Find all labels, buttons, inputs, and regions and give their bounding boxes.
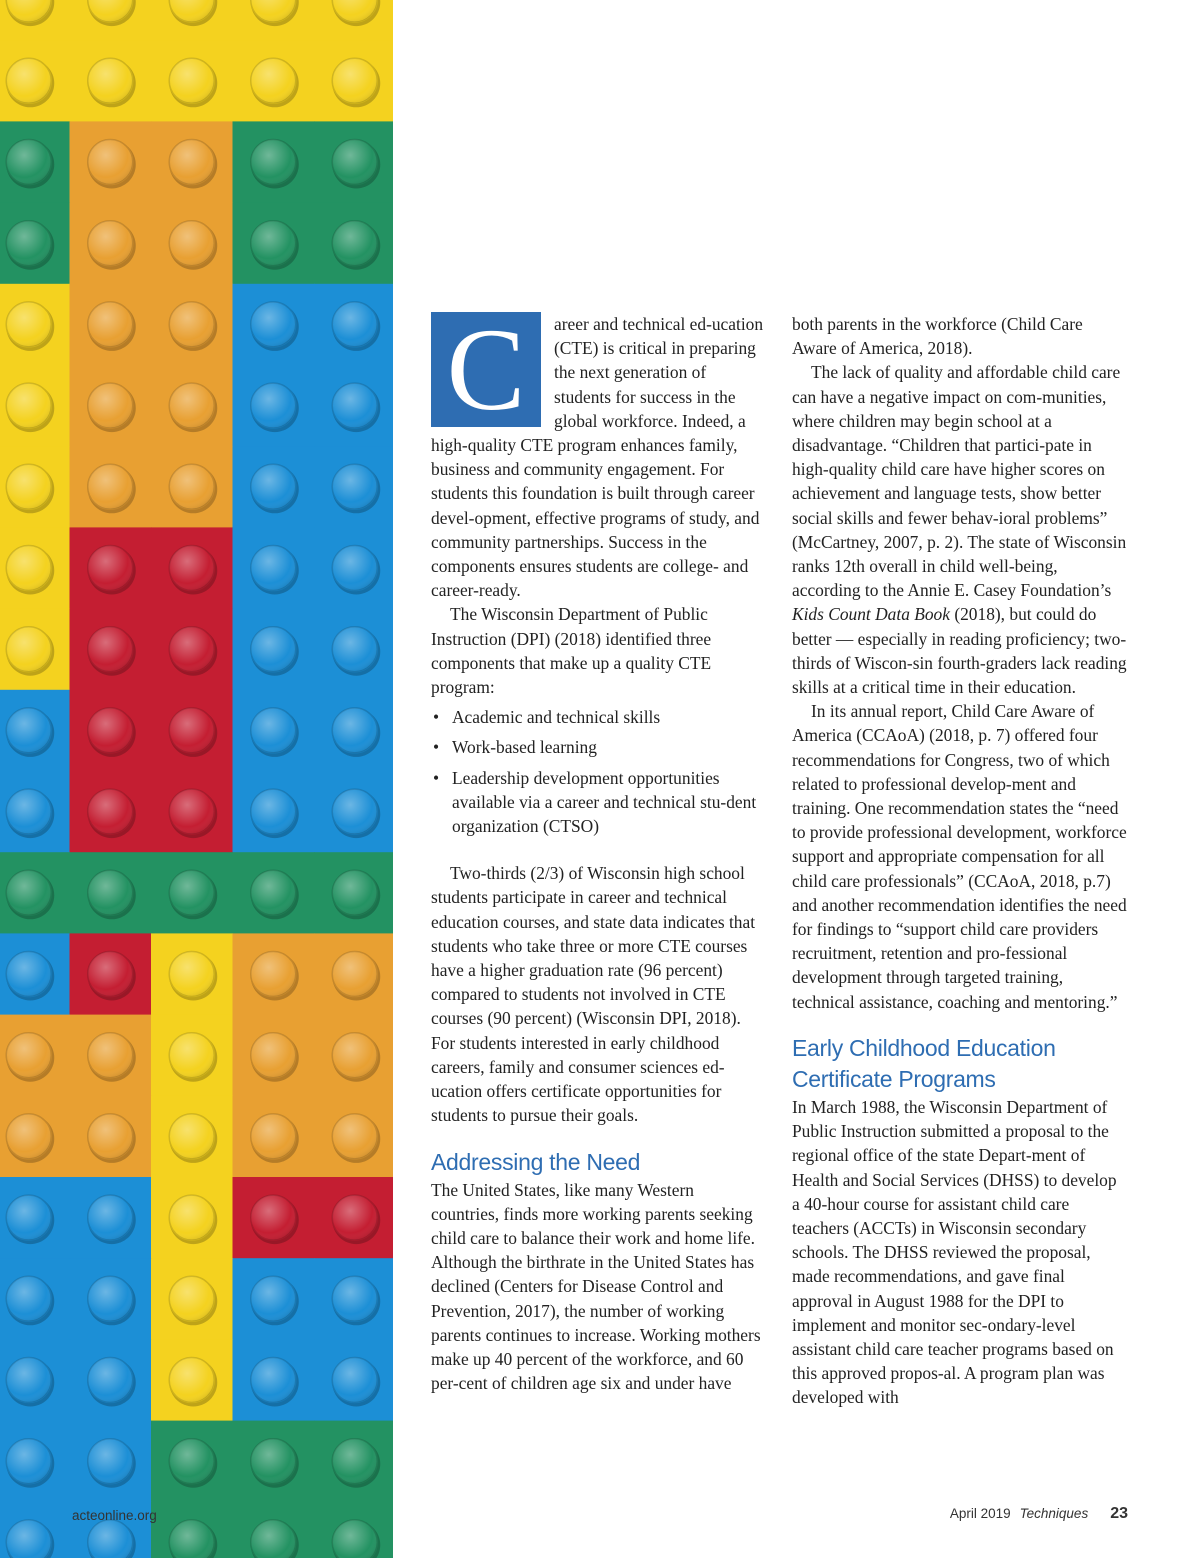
stud-highlight xyxy=(88,546,133,591)
quality-text-before: The lack of quality and affordable child care can have a negative impact on com-munities, where children may begin school at a disadvantage. “Children that partici-pate in high-quality child care have higher scores on achievement and language tests, show better social skills and fewer behav-ioral problems” (McCartney, 2007, p. 2). The state of Wisconsin ranks 12th overall in child well-being, according to the Annie E. Casey Foundation’s xyxy=(792,362,1127,601)
stud-highlight xyxy=(169,302,214,347)
stud-highlight xyxy=(169,952,214,997)
lego-bricks-background xyxy=(0,0,393,1558)
footer-date: April 2019 xyxy=(949,1506,1011,1521)
stud-highlight xyxy=(6,1114,51,1159)
graduation-paragraph: Two-thirds (2/3) of Wisconsin high school students participate in career and technical education courses, and state data indicates that students who take three or more CTE courses have a higher graduation rate (96 percent) compared to students not involved in CTE courses (90 percent) (Wisconsin DPI, 2018). For students interested in early childhood careers, family and consumer sciences ed-ucation offers certificate opportunities for students to pursue their goals. xyxy=(431,863,756,1126)
stud-highlight xyxy=(251,464,296,509)
intro-paragraph: areer and technical ed-ucation (CTE) is critical in preparing the next generation of students for success in the global workforce. Indeed, a high-quality CTE program enhances family, business and community engagement. For students this foundation is built through career devel-opment, effective programs of study, and community partnerships. Success in the components ensures students are college- and career-ready. xyxy=(431,314,764,601)
stud-highlight xyxy=(332,58,377,103)
heading-addressing-the-need: Addressing the Need xyxy=(431,1148,641,1175)
list-item: • Work-based learning xyxy=(431,735,766,759)
stud-highlight xyxy=(251,302,296,347)
stud-highlight xyxy=(251,1195,296,1240)
stud-highlight xyxy=(251,870,296,915)
stud-highlight xyxy=(169,1033,214,1078)
stud-highlight xyxy=(251,1033,296,1078)
continued-paragraph: both parents in the workforce (Child Care Aware of America, 2018). xyxy=(792,314,1083,359)
stud-highlight xyxy=(332,870,377,915)
stud-highlight xyxy=(332,708,377,753)
dropcap-letter: C xyxy=(446,304,526,435)
stud-highlight xyxy=(6,221,51,266)
stud-highlight xyxy=(169,627,214,672)
stud-highlight xyxy=(332,464,377,509)
stud-highlight xyxy=(332,1033,377,1078)
stud-highlight xyxy=(169,221,214,266)
quality-care-paragraph xyxy=(792,360,1128,699)
stud-highlight xyxy=(6,383,51,428)
stud-highlight xyxy=(6,708,51,753)
stud-highlight xyxy=(332,1358,377,1403)
stud-highlight xyxy=(88,140,133,185)
stud-highlight xyxy=(6,1276,51,1321)
stud-highlight xyxy=(88,952,133,997)
stud-highlight xyxy=(88,1114,133,1159)
stud-highlight xyxy=(88,1358,133,1403)
quality-text-after: (2018), but could do better — especially in reading proficiency; two-thirds of Wiscon-sin fourth-graders lack reading skills at a critical time in their education. xyxy=(792,604,1127,698)
footer-issue xyxy=(950,1505,1128,1523)
stud-highlight xyxy=(332,1195,377,1240)
book-title: Kids Count Data Book xyxy=(792,604,950,625)
page-number: 23 xyxy=(1110,1505,1128,1522)
list-item: • Academic and technical skills xyxy=(431,705,766,729)
stud-highlight xyxy=(251,627,296,672)
stud-highlight xyxy=(169,1114,214,1159)
components-list xyxy=(431,705,766,838)
stud-highlight xyxy=(88,302,133,347)
list-item: • Leadership development opportunities available via a career and technical stu-dent organization (CTSO) xyxy=(431,766,766,839)
stud-highlight xyxy=(88,464,133,509)
stud-highlight xyxy=(169,546,214,591)
stud-highlight xyxy=(169,58,214,103)
need-paragraph: The United States, like many Western countries, finds more working parents seeking child care to balance their work and home life. Although the birthrate in the United States has declined (Centers for Disease Control and Prevention, 2017), the number of working parents continues to increase. Working mothers make up 40 percent of the workforce, and 60 per-cent of children age six and under have xyxy=(431,1179,761,1394)
stud-highlight xyxy=(251,1358,296,1403)
stud-highlight xyxy=(169,1358,214,1403)
stud-highlight xyxy=(88,1276,133,1321)
article-column-1 xyxy=(431,304,766,1395)
stud-highlight xyxy=(88,870,133,915)
stud-highlight xyxy=(169,870,214,915)
stud-highlight xyxy=(6,789,51,834)
stud-highlight xyxy=(6,1358,51,1403)
stud-highlight xyxy=(332,1276,377,1321)
stud-highlight xyxy=(88,1033,133,1078)
stud-highlight xyxy=(251,58,296,103)
stud-highlight xyxy=(88,789,133,834)
stud-highlight xyxy=(6,58,51,103)
stud-highlight xyxy=(6,302,51,347)
footer-website: acteonline.org xyxy=(72,1508,157,1523)
stud-highlight xyxy=(332,221,377,266)
stud-highlight xyxy=(88,708,133,753)
stud-highlight xyxy=(169,789,214,834)
stud-highlight xyxy=(332,627,377,672)
stud-highlight xyxy=(251,140,296,185)
footer-magazine: Techniques xyxy=(1019,1506,1089,1521)
stud-highlight xyxy=(169,383,214,428)
ccaoa-paragraph: In its annual report, Child Care Aware of America (CCAoA) (2018, p. 7) offered four recommendations for Congress, two of which related to professional develop-ment and training. One recommendation states the “need to provide professional development, workforce support and appropriate compensation for all child care professionals” (CCAoA, 2018, p.7) and another recommendation identifies the need for findings to “support child care providers recruitment, retention and pro-fessional development through targeted training, technical assistance, coaching and mentoring.” xyxy=(792,701,1127,1012)
stud-highlight xyxy=(88,1195,133,1240)
stud-highlight xyxy=(251,1114,296,1159)
stud-highlight xyxy=(169,1439,214,1484)
stud-highlight xyxy=(251,546,296,591)
lego-bricks-image xyxy=(0,0,393,1558)
heading-early-childhood: Early Childhood Education Certificate Programs xyxy=(792,1034,1056,1092)
stud-highlight xyxy=(332,1114,377,1159)
stud-highlight xyxy=(6,546,51,591)
stud-highlight xyxy=(169,708,214,753)
stud-highlight xyxy=(6,627,51,672)
dropcap-box xyxy=(431,304,541,435)
stud-highlight xyxy=(88,221,133,266)
stud-highlight xyxy=(251,1276,296,1321)
stud-highlight xyxy=(6,952,51,997)
stud-highlight xyxy=(88,58,133,103)
stud-highlight xyxy=(169,1195,214,1240)
stud-highlight xyxy=(332,302,377,347)
stud-highlight xyxy=(6,464,51,509)
stud-highlight xyxy=(332,383,377,428)
stud-highlight xyxy=(251,952,296,997)
stud-highlight xyxy=(251,383,296,428)
stud-highlight xyxy=(332,789,377,834)
stud-highlight xyxy=(6,1033,51,1078)
stud-highlight xyxy=(332,546,377,591)
dpi-paragraph: The Wisconsin Department of Public Instruction (DPI) (2018) identified three components that make up a quality CTE program: xyxy=(431,604,712,698)
stud-highlight xyxy=(88,627,133,672)
stud-highlight xyxy=(332,140,377,185)
stud-highlight xyxy=(251,708,296,753)
stud-highlight xyxy=(88,1439,133,1484)
article-column-2 xyxy=(792,312,1128,1410)
stud-highlight xyxy=(169,140,214,185)
stud-highlight xyxy=(6,140,51,185)
stud-highlight xyxy=(251,221,296,266)
stud-highlight xyxy=(251,789,296,834)
stud-highlight xyxy=(169,464,214,509)
stud-highlight xyxy=(251,1439,296,1484)
stud-highlight xyxy=(6,870,51,915)
stud-highlight xyxy=(169,1276,214,1321)
stud-highlight xyxy=(6,1195,51,1240)
stud-highlight xyxy=(88,383,133,428)
ece-paragraph: In March 1988, the Wisconsin Department of Public Instruction submitted a proposal to the regional office of the state Depart-ment of Health and Social Services (DHSS) to develop a 40-hour course for assistant child care teachers (ACCTs) in Wisconsin secondary schools. The DHSS reviewed the proposal, made recommendations, and gave final approval in August 1988 for the DPI to implement and monitor sec-ondary-level assistant child care teacher programs based on this approved propos-al. A program plan was developed with xyxy=(792,1096,1117,1408)
stud-highlight xyxy=(332,952,377,997)
stud-highlight xyxy=(6,1439,51,1484)
stud-highlight xyxy=(332,1439,377,1484)
